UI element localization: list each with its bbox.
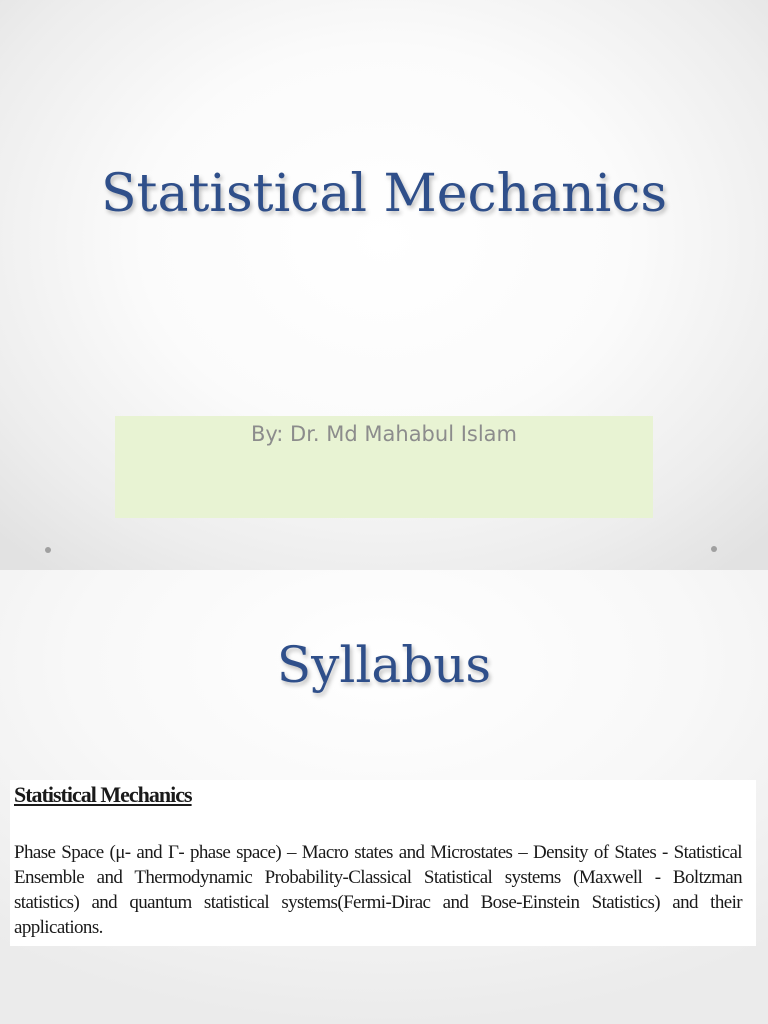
syllabus-slide bbox=[0, 570, 768, 1024]
author-text: By: Dr. Md Mahabul Islam bbox=[250, 422, 518, 446]
author-box bbox=[115, 416, 653, 518]
bullet-dot-right bbox=[711, 546, 717, 552]
slide-title: Statistical Mechanics bbox=[100, 164, 668, 224]
syllabus-heading: Statistical Mechanics bbox=[14, 782, 192, 807]
syllabus-title: Syllabus bbox=[276, 636, 492, 694]
syllabus-content-box bbox=[10, 780, 756, 946]
bullet-dot-left bbox=[45, 547, 51, 553]
syllabus-body: Phase Space (μ- and Γ- phase space) – Macro states and Microstates – Density of States - Statistical Ensemble and Thermodynamic Probability-Classical Statistical systems (Maxwell - Boltzman statistics) and quantum statistical systems(Fermi-Dirac and Bose-Einstein Statistics) and their applications. bbox=[14, 842, 742, 938]
